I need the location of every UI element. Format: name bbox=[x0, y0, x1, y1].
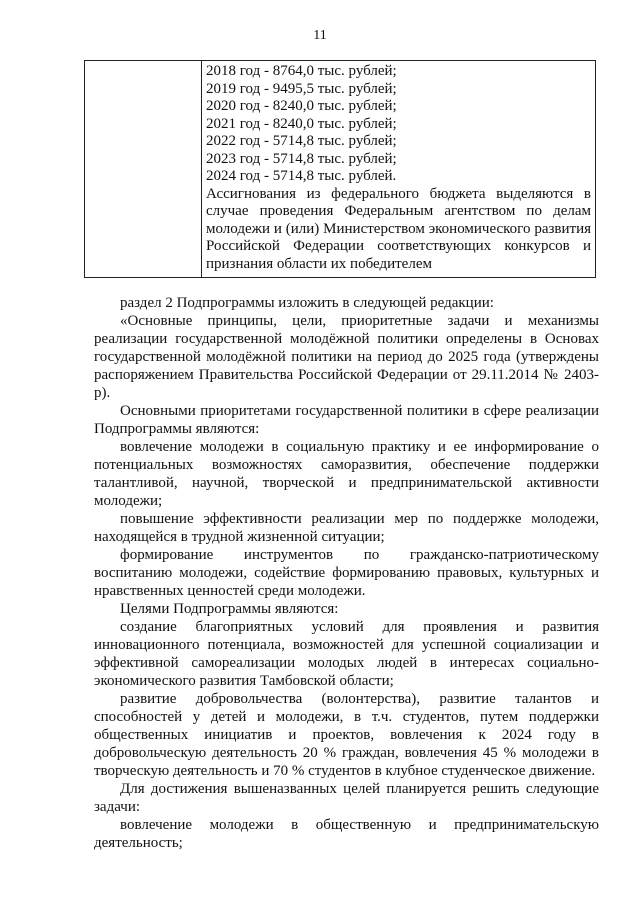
table-cell-empty bbox=[85, 61, 202, 278]
funding-year-line: 2023 год - 5714,8 тыс. рублей; bbox=[206, 150, 397, 167]
paragraph: «Основные принципы, цели, приоритетные задачи и механизмы реализации государственной молодёжной политики определены в Основах государственной молодёжной политики на период до 2025 года (утверждены распоряжением Правительства Российской Федерации от 29.11.2014 № 2403-р). bbox=[94, 313, 599, 401]
federal-budget-note: Ассигнования из федерального бюджета выделяются в случае проведения Федеральным агентством по делам молодежи и (или) Министерством экономического развития Российской Федерации соответствующих конкурсов и признания области их победителем bbox=[206, 185, 591, 272]
table-cell-funding bbox=[202, 61, 596, 278]
paragraph: Основными приоритетами государственной политики в сфере реализации Подпрограммы являются: bbox=[94, 403, 599, 437]
document-body bbox=[94, 294, 599, 852]
funding-year-line: 2019 год - 9495,5 тыс. рублей; bbox=[206, 80, 397, 97]
paragraph: создание благоприятных условий для проявления и развития инновационного потенциала, возможностей для успешной социализации и эффективной самореализации молодых людей в интересах социально-экономического развития Тамбовской области; bbox=[94, 619, 599, 689]
paragraph: формирование инструментов по гражданско-патриотическому воспитанию молодежи, содействие формированию правовых, культурных и нравственных ценностей среди молодежи. bbox=[94, 547, 599, 599]
budget-table bbox=[84, 60, 596, 278]
paragraph: Целями Подпрограммы являются: bbox=[120, 601, 339, 617]
paragraph: Для достижения вышеназванных целей планируется решить следующие задачи: bbox=[94, 781, 599, 815]
table-row bbox=[85, 61, 596, 278]
page-number: 11 bbox=[313, 28, 327, 43]
paragraph: вовлечение молодежи в общественную и предпринимательскую деятельность; bbox=[94, 817, 599, 851]
funding-year-line: 2021 год - 8240,0 тыс. рублей; bbox=[206, 115, 397, 132]
paragraph: вовлечение молодежи в социальную практику и ее информирование о потенциальных возможностях саморазвития, обеспечение поддержки талантливой, научной, творческой и предпринимательской активности молодежи; bbox=[94, 439, 599, 509]
funding-year-line: 2020 год - 8240,0 тыс. рублей; bbox=[206, 98, 397, 114]
funding-year-line: 2024 год - 5714,8 тыс. рублей. bbox=[206, 168, 397, 184]
funding-year-line: 2022 год - 5714,8 тыс. рублей; bbox=[206, 133, 397, 149]
paragraph: развитие добровольчества (волонтерства), развитие талантов и способностей у детей и молодежи, в т.ч. студентов, путем поддержки общественных инициатив и проектов, вовлечения к 2024 году в добровольческую деятельность 20 % граждан, вовлечения 45 % молодежи в творческую деятельность и 70 % студентов в клубное студенческое движение. bbox=[94, 691, 599, 779]
funding-year-line: 2018 год - 8764,0 тыс. рублей; bbox=[206, 63, 397, 79]
paragraph: раздел 2 Подпрограммы изложить в следующей редакции: bbox=[120, 295, 494, 311]
paragraph: повышение эффективности реализации мер по поддержке молодежи, находящейся в трудной жизненной ситуации; bbox=[94, 511, 599, 545]
